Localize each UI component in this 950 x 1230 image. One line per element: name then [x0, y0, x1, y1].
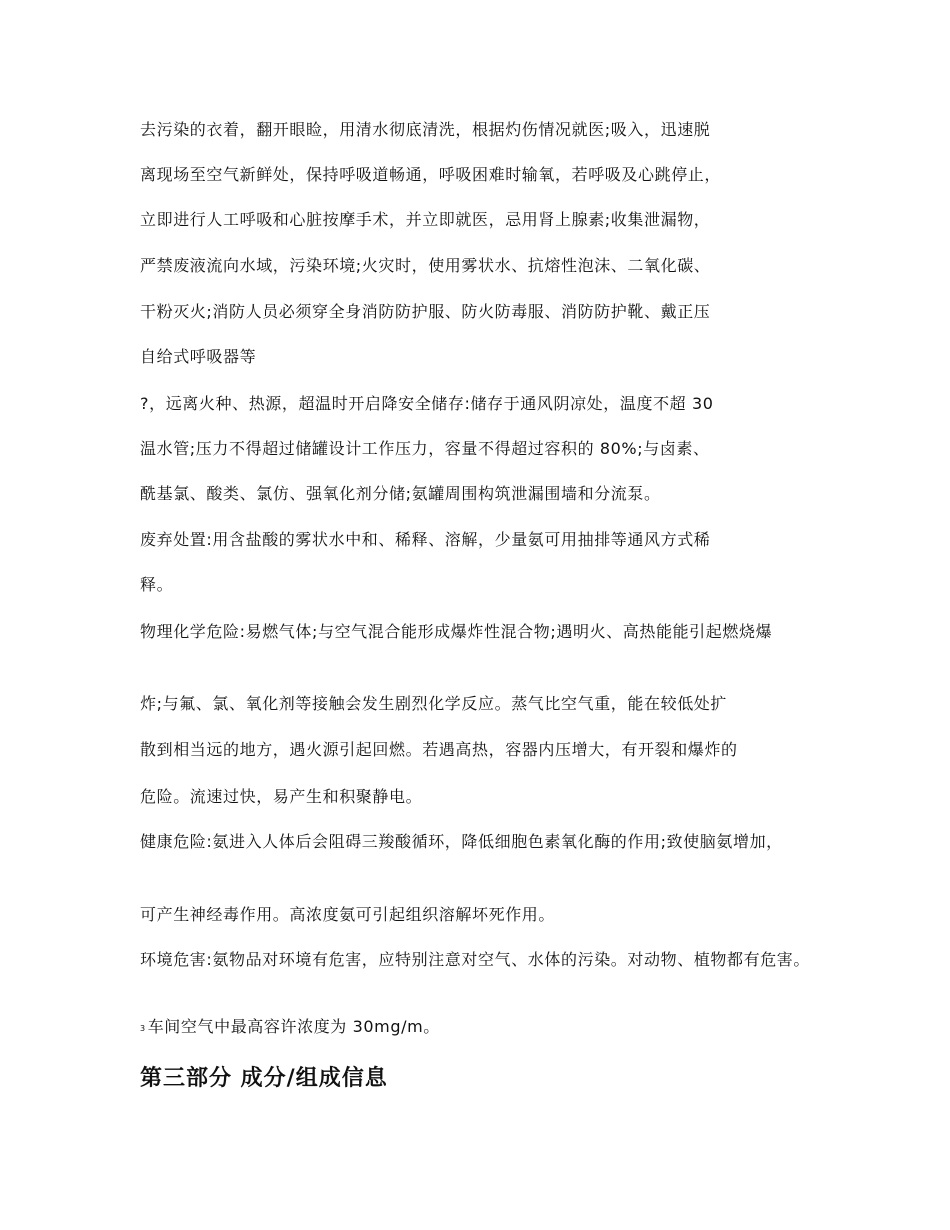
- paragraph-line: 可产生神经毒作用。高浓度氨可引起组织溶解坏死作用。: [140, 905, 556, 924]
- paragraph-line: 自给式呼吸器等: [140, 347, 257, 366]
- paragraph-line: 去污染的衣着，翻开眼睑，用清水彻底清洗，根据灼伤情况就医;吸入，迅速脱: [140, 120, 711, 139]
- paragraph-line: 干粉灭火;消防人员必须穿全身消防防护服、防火防毒服、消防防护靴、戴正压: [140, 302, 711, 321]
- superscript-mark: 3: [140, 1024, 146, 1033]
- paragraph-line: 酰基氯、酸类、氯仿、强氧化剂分储;氨罐周围构筑泄漏围墙和分流泵。: [140, 484, 661, 503]
- paragraph-line: 健康危险:氨进入人体后会阻碍三羧酸循环，降低细胞色素氧化酶的作用;致使脑氨增加，: [140, 832, 783, 851]
- paragraph-line: 环境危害:氨物品对环境有危害，应特别注意对空气、水体的污染。对动物、植物都有危害。: [140, 950, 810, 969]
- paragraph-line: 散到相当远的地方，遇火源引起回燃。若遇高热，容器内压增大，有开裂和爆炸的: [140, 740, 738, 759]
- paragraph-line: 离现场至空气新鲜处，保持呼吸道畅通，呼吸困难时输氧，若呼吸及心跳停止，: [140, 165, 722, 184]
- paragraph-line: 炸;与氟、氯、氧化剂等接触会发生剧烈化学反应。蒸气比空气重，能在较低处扩: [140, 694, 727, 713]
- exposure-limit-line: [140, 1015, 820, 1041]
- paragraph-line: 释。: [140, 575, 174, 594]
- paragraph-line: ?，远离火种、热源，超温时开启降安全储存:储存于通风阴凉处，温度不超 30: [140, 394, 714, 413]
- paragraph-line: 物理化学危险:易燃气体;与空气混合能形成爆炸性混合物;遇明火、高热能能引起燃烧爆: [140, 622, 773, 641]
- paragraph-line: 废弃处置:用含盐酸的雾状水中和、稀释、溶解，少量氨可用抽排等通风方式稀: [140, 530, 711, 549]
- paragraph-line: 严禁废液流向水域，污染环境;火灾时，使用雾状水、抗熔性泡沫、二氧化碳、: [140, 256, 711, 275]
- paragraph-line: 立即进行人工呼吸和心脏按摩手术，并立即就医，忌用肾上腺素;收集泄漏物，: [140, 210, 711, 229]
- section-heading: 第三部分 成分/组成信息: [140, 1066, 388, 1091]
- exposure-limit-text: 车间空气中最高容许浓度为 30mg/m。: [147, 1017, 440, 1036]
- paragraph-line: 危险。流速过快，易产生和积聚静电。: [140, 787, 423, 806]
- paragraph-line: 温水管;压力不得超过储罐设计工作压力，容量不得超过容积的 80%;与卤素、: [140, 439, 710, 458]
